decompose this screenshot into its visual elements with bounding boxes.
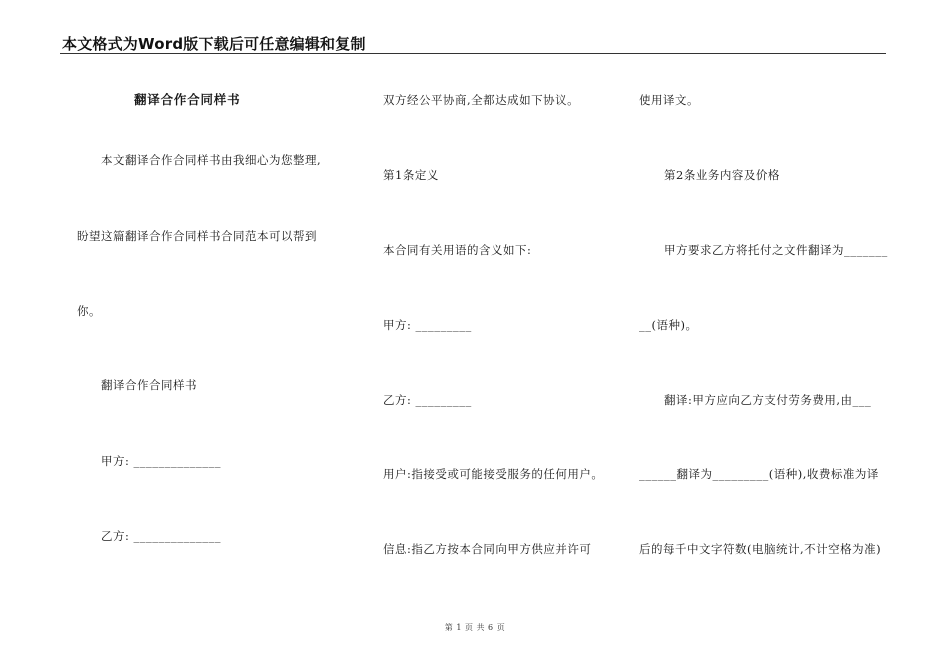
section-title: 翻译合作合同样书 [101, 378, 197, 392]
language-line: __(语种)。 [639, 318, 698, 332]
article-2-heading: 第2条业务内容及价格 [664, 168, 780, 182]
definition-party-b: 乙方: _________ [383, 393, 472, 407]
intro-line-1: 本文翻译合作合同样书由我细心为您整理, [101, 153, 322, 167]
article-1-heading: 第1条定义 [383, 168, 439, 182]
intro-line-2: 盼望这篇翻译合作合同样书合同范本可以帮到 [77, 229, 317, 243]
fee-line-2: ______翻译为_________(语种),收费标准为译 [639, 467, 879, 481]
document-header: 本文格式为Word版下载后可任意编辑和复制 [62, 35, 366, 53]
fee-line-1: 翻译:甲方应向乙方支付劳务费用,由___ [664, 393, 872, 407]
translation-request-line: 甲方要求乙方将托付之文件翻译为_______ [664, 243, 888, 257]
translation-use-line: 使用译文。 [639, 93, 699, 107]
header-divider [60, 53, 886, 54]
agreement-line: 双方经公平协商,全都达成如下协议。 [383, 93, 580, 107]
fee-line-3: 后的每千中文字符数(电脑统计,不计空格为准) [639, 542, 882, 556]
definition-party-a: 甲方: _________ [383, 318, 472, 332]
definition-user: 用户:指接受或可能接受服务的任何用户。 [383, 467, 604, 481]
definition-information: 信息:指乙方按本合同向甲方供应并许可 [383, 542, 592, 556]
party-a-field: 甲方: ______________ [101, 454, 222, 468]
party-b-field: 乙方: ______________ [101, 529, 222, 543]
intro-line-3: 你。 [77, 304, 101, 318]
definitions-intro: 本合同有关用语的含义如下: [383, 243, 532, 257]
contract-title: 翻译合作合同样书 [134, 92, 241, 107]
page-number: 第 1 页 共 6 页 [444, 623, 506, 632]
